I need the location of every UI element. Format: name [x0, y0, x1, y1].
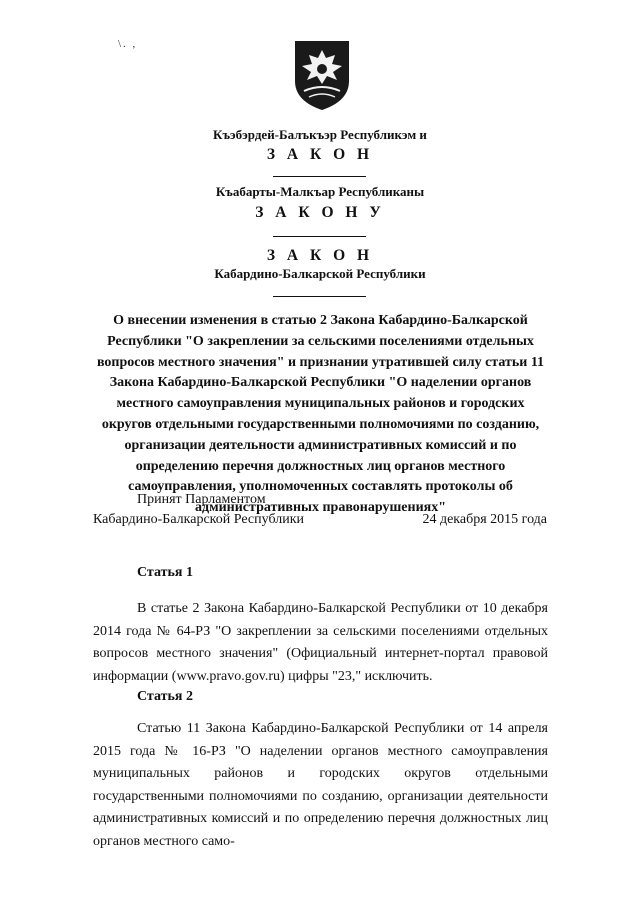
- coat-of-arms-icon: [292, 39, 352, 111]
- article-1-heading: Статья 1: [137, 565, 193, 580]
- balkar-law-word: З А К О Н У: [255, 204, 385, 221]
- adoption-date: 24 декабря 2015 года: [422, 512, 547, 527]
- russian-republic-line: Кабардино-Балкарской Республики: [214, 266, 426, 281]
- divider: [273, 236, 366, 237]
- kabardian-republic-line: Къэбэрдей-Балъкъэр Республикэм и: [213, 127, 427, 142]
- article-1-text: В статье 2 Закона Кабардино-Балкарской Республики от 10 декабря 2014 года № 64-РЗ "О закреплении за сельскими поселениями отдельных вопросов местного значения" (Официальный интернет-портал правовой информации (www.pravo.gov.ru) цифры "23," исключить.: [93, 601, 548, 684]
- article-2-heading: Статья 2: [137, 689, 193, 704]
- kabardian-law-word: З А К О Н: [266, 146, 374, 163]
- divider: [273, 176, 366, 177]
- law-title: О внесении изменения в статью 2 Закона Кабардино-Балкарской Республики "О закреплении за сельскими поселениями отдельных вопросов местного значения" и признании утратившей силу статьи 11 Закона Кабардино-Балкарской Республики "О наделении органов местного самоуправления муниципальных районов и городских округов отдельными государственными полномочиями по созданию, организации деятельности административных комиссий и по определению перечня должностных лиц органов местного самоуправления, уполномоченных составлять протоколы об административных правонарушениях": [96, 313, 545, 516]
- balkar-republic-line: Къабарты-Малкъар Республиканы: [215, 184, 425, 199]
- adopted-by: Принят Парламентом: [137, 492, 266, 507]
- scan-mark: \. ,: [118, 38, 138, 50]
- divider: [273, 296, 366, 297]
- adopted-by-republic: Кабардино-Балкарской Республики: [93, 512, 304, 527]
- article-2-text: Статью 11 Закона Кабардино-Балкарской Республики от 14 апреля 2015 года № 16-РЗ "О наделении органов местного самоуправления муниципальных районов и городских округов отдельными государственными полномочиями по созданию, организации деятельности административных комиссий и по определению перечня должностных лиц органов местного само-: [93, 721, 548, 849]
- russian-law-word: З А К О Н: [266, 247, 374, 264]
